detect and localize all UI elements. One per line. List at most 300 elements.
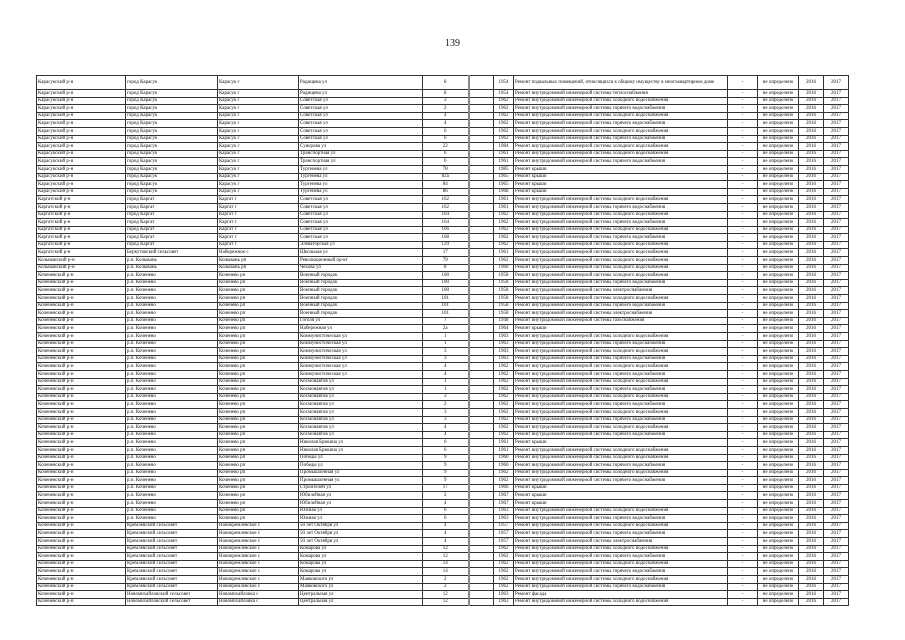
end-year-cell: 2017 xyxy=(824,477,849,485)
district-cell: Карасукский р-н xyxy=(37,105,126,113)
street-cell: Советская ул xyxy=(299,120,423,128)
house-number-cell: 1 xyxy=(423,386,469,394)
start-year-cell: 2016 xyxy=(799,295,824,303)
end-year-cell: 2017 xyxy=(824,401,849,409)
settlement-cell: город Карасук xyxy=(126,90,218,98)
build-year-cell: 1957 xyxy=(494,522,514,530)
table-row xyxy=(37,76,849,90)
start-year-cell: 2016 xyxy=(799,196,824,204)
blank-cell xyxy=(469,249,494,257)
start-year-cell: 2016 xyxy=(799,591,824,599)
end-year-cell: 2017 xyxy=(824,408,849,416)
blank-cell xyxy=(469,492,494,500)
cost-cell: - xyxy=(728,454,758,462)
settlement-cell: р.п. Коченево xyxy=(126,340,218,348)
start-year-cell: 2016 xyxy=(799,576,824,584)
status-cell: не определено xyxy=(758,302,799,310)
settlement-cell: город Карасук xyxy=(126,120,218,128)
cost-cell: - xyxy=(728,553,758,561)
street-cell: Маяковского ул xyxy=(299,583,423,591)
build-year-cell: 1962 xyxy=(494,568,514,576)
end-year-cell: 2017 xyxy=(824,241,849,249)
work-type-cell: Ремонт внутридомовой инженерной системы холодного водоснабжения xyxy=(514,507,728,515)
status-cell: не определено xyxy=(758,553,799,561)
work-type-cell: Ремонт внутридомовой инженерной системы электроснабжения xyxy=(514,538,728,546)
work-type-cell: Ремонт внутридомовой инженерной системы горячего водоснабжения xyxy=(514,355,728,363)
start-year-cell: 2016 xyxy=(799,181,824,189)
cost-cell: - xyxy=(728,363,758,371)
house-number-cell: 3 xyxy=(423,348,469,356)
locality-cell: Коченево рп xyxy=(218,424,299,432)
house-number-cell: 162 xyxy=(423,203,469,211)
street-cell: Юбилейная ул xyxy=(299,500,423,508)
cost-cell: - xyxy=(728,279,758,287)
work-type-cell: Ремонт крыши xyxy=(514,439,728,447)
status-cell: не определено xyxy=(758,241,799,249)
street-cell: Комарова ул xyxy=(299,553,423,561)
build-year-cell: 1966 xyxy=(494,484,514,492)
start-year-cell: 2016 xyxy=(799,76,824,90)
end-year-cell: 2017 xyxy=(824,507,849,515)
house-number-cell: 100 xyxy=(423,272,469,280)
status-cell: не определено xyxy=(758,545,799,553)
locality-cell: Карасук г xyxy=(218,97,299,105)
settlement-cell: Новомихайловский сельсовет xyxy=(126,598,218,606)
blank-cell xyxy=(469,477,494,485)
house-number-cell: 2 xyxy=(423,401,469,409)
locality-cell: Коченево рп xyxy=(218,340,299,348)
work-type-cell: Ремонт внутридомовой инженерной системы холодного водоснабжения xyxy=(514,196,728,204)
street-cell: Советская ул xyxy=(299,112,423,120)
blank-cell xyxy=(469,241,494,249)
settlement-cell: р.п. Коченево xyxy=(126,507,218,515)
district-cell: Каргатский р-н xyxy=(37,249,126,257)
district-cell: Коченевский р-н xyxy=(37,477,126,485)
end-year-cell: 2017 xyxy=(824,219,849,227)
status-cell: не определено xyxy=(758,211,799,219)
cost-cell: - xyxy=(728,333,758,341)
end-year-cell: 2017 xyxy=(824,76,849,90)
street-cell: Радищева ул xyxy=(299,76,423,90)
cost-cell: - xyxy=(728,591,758,599)
street-cell: Николая Брюшна ул xyxy=(299,446,423,454)
end-year-cell: 2017 xyxy=(824,530,849,538)
status-cell: не определено xyxy=(758,560,799,568)
house-number-cell: 6 xyxy=(423,127,469,135)
end-year-cell: 2017 xyxy=(824,295,849,303)
cost-cell: - xyxy=(728,211,758,219)
end-year-cell: 2017 xyxy=(824,302,849,310)
build-year-cell: 1962 xyxy=(494,112,514,120)
blank-cell xyxy=(469,401,494,409)
build-year-cell: 1963 xyxy=(494,348,514,356)
table-row xyxy=(37,325,849,333)
end-year-cell: 2017 xyxy=(824,538,849,546)
locality-cell: Каргат г xyxy=(218,203,299,211)
status-cell: не определено xyxy=(758,401,799,409)
build-year-cell: 1957 xyxy=(494,538,514,546)
district-cell: Коченевский р-н xyxy=(37,370,126,378)
start-year-cell: 2016 xyxy=(799,348,824,356)
locality-cell: Коченево рп xyxy=(218,272,299,280)
status-cell: не определено xyxy=(758,393,799,401)
settlement-cell: р.п. Коченево xyxy=(126,386,218,394)
locality-cell: Новокремлевское с xyxy=(218,553,299,561)
street-cell: Транспортная ул xyxy=(299,150,423,158)
end-year-cell: 2017 xyxy=(824,576,849,584)
end-year-cell: 2017 xyxy=(824,416,849,424)
district-cell: Коченевский р-н xyxy=(37,424,126,432)
locality-cell: Коченево рп xyxy=(218,317,299,325)
table-row xyxy=(37,165,849,173)
settlement-cell: р.п. Коченево xyxy=(126,462,218,470)
start-year-cell: 2016 xyxy=(799,317,824,325)
settlement-cell: Кремлевский сельсовет xyxy=(126,553,218,561)
status-cell: не определено xyxy=(758,408,799,416)
street-cell: Военный городок xyxy=(299,310,423,318)
cost-cell: - xyxy=(728,492,758,500)
end-year-cell: 2017 xyxy=(824,264,849,272)
settlement-cell: Кремлевский сельсовет xyxy=(126,583,218,591)
cost-cell: - xyxy=(728,500,758,508)
street-cell: Промышленная ул xyxy=(299,469,423,477)
district-cell: Карасукский р-н xyxy=(37,127,126,135)
district-cell: Коченевский р-н xyxy=(37,446,126,454)
blank-cell xyxy=(469,560,494,568)
settlement-cell: р.п. Коченево xyxy=(126,325,218,333)
build-year-cell: 1960 xyxy=(494,264,514,272)
status-cell: не определено xyxy=(758,112,799,120)
work-type-cell: Ремонт внутридомовой инженерной системы горячего водоснабжения xyxy=(514,203,728,211)
house-number-cell: 6 xyxy=(423,135,469,143)
locality-cell: Коченево рп xyxy=(218,279,299,287)
settlement-cell: р.п. Коченево xyxy=(126,492,218,500)
cost-cell: - xyxy=(728,287,758,295)
house-number-cell: 100 xyxy=(423,287,469,295)
house-number-cell: 4 xyxy=(423,363,469,371)
street-cell: Николая Брюшна ул xyxy=(299,439,423,447)
district-cell: Каргатский р-н xyxy=(37,241,126,249)
street-cell: Гоголя ул xyxy=(299,317,423,325)
house-number-cell: 12 xyxy=(423,598,469,606)
house-number-cell: 9 xyxy=(423,477,469,485)
status-cell: не определено xyxy=(758,135,799,143)
start-year-cell: 2016 xyxy=(799,386,824,394)
end-year-cell: 2017 xyxy=(824,249,849,257)
end-year-cell: 2017 xyxy=(824,120,849,128)
end-year-cell: 2017 xyxy=(824,317,849,325)
end-year-cell: 2017 xyxy=(824,424,849,432)
house-number-cell: 4 xyxy=(423,112,469,120)
table-row xyxy=(37,295,849,303)
district-cell: Карасукский р-н xyxy=(37,181,126,189)
start-year-cell: 2016 xyxy=(799,462,824,470)
work-type-cell: Ремонт внутридомовой инженерной системы электроснабжения xyxy=(514,287,728,295)
blank-cell xyxy=(469,446,494,454)
table-row xyxy=(37,522,849,530)
street-cell: Комарова ул xyxy=(299,568,423,576)
build-year-cell: 1958 xyxy=(494,302,514,310)
locality-cell: Новокремлевское с xyxy=(218,560,299,568)
table-row xyxy=(37,340,849,348)
build-year-cell: 1954 xyxy=(494,90,514,98)
blank-cell xyxy=(469,439,494,447)
street-cell: Победы ул xyxy=(299,454,423,462)
cost-cell: - xyxy=(728,143,758,151)
status-cell: не определено xyxy=(758,143,799,151)
table-body xyxy=(37,76,849,606)
locality-cell: Коченево рп xyxy=(218,393,299,401)
house-number-cell: 168 xyxy=(423,234,469,242)
build-year-cell: 1963 xyxy=(494,598,514,606)
work-type-cell: Ремонт внутридомовой инженерной системы холодного водоснабжения xyxy=(514,241,728,249)
street-cell: Советская ул xyxy=(299,105,423,113)
status-cell: не определено xyxy=(758,181,799,189)
start-year-cell: 2016 xyxy=(799,378,824,386)
build-year-cell: 1965 xyxy=(494,173,514,181)
build-year-cell: 1962 xyxy=(494,97,514,105)
cost-cell: - xyxy=(728,196,758,204)
table-row xyxy=(37,241,849,249)
cost-cell: - xyxy=(728,545,758,553)
work-type-cell: Ремонт подвальных помещений, относящихся к общему имуществу в многоквартирном доме xyxy=(514,76,728,90)
build-year-cell: 1963 xyxy=(494,333,514,341)
district-cell: Коченевский р-н xyxy=(37,333,126,341)
start-year-cell: 2016 xyxy=(799,219,824,227)
house-number-cell: 9 xyxy=(423,454,469,462)
table-row xyxy=(37,112,849,120)
table-row xyxy=(37,439,849,447)
start-year-cell: 2016 xyxy=(799,393,824,401)
house-number-cell: 8 xyxy=(423,90,469,98)
locality-cell: Коченево рп xyxy=(218,507,299,515)
end-year-cell: 2017 xyxy=(824,553,849,561)
district-cell: Коченевский р-н xyxy=(37,355,126,363)
work-type-cell: Ремонт внутридомовой инженерной системы электроснабжения xyxy=(514,310,728,318)
table-row xyxy=(37,462,849,470)
settlement-cell: р.п. Коченево xyxy=(126,279,218,287)
house-number-cell: 1 xyxy=(423,340,469,348)
start-year-cell: 2016 xyxy=(799,492,824,500)
district-cell: Каргатский р-н xyxy=(37,211,126,219)
build-year-cell: 1961 xyxy=(494,439,514,447)
locality-cell: Каргат г xyxy=(218,226,299,234)
end-year-cell: 2017 xyxy=(824,484,849,492)
house-number-cell: 162 xyxy=(423,196,469,204)
work-type-cell: Ремонт фасада xyxy=(514,591,728,599)
end-year-cell: 2017 xyxy=(824,97,849,105)
blank-cell xyxy=(469,120,494,128)
cost-cell: - xyxy=(728,234,758,242)
house-number-cell: 2 xyxy=(423,97,469,105)
start-year-cell: 2016 xyxy=(799,211,824,219)
table-row xyxy=(37,553,849,561)
street-cell: Тургенева ул xyxy=(299,165,423,173)
locality-cell: Каргат г xyxy=(218,211,299,219)
blank-cell xyxy=(469,515,494,523)
house-number-cell: 4 xyxy=(423,500,469,508)
cost-cell: - xyxy=(728,165,758,173)
settlement-cell: Кремлевский сельсовет xyxy=(126,538,218,546)
settlement-cell: город Карасук xyxy=(126,173,218,181)
house-number-cell: 100 xyxy=(423,279,469,287)
build-year-cell: 1962 xyxy=(494,401,514,409)
house-number-cell: 86 xyxy=(423,188,469,196)
locality-cell: Коченево рп xyxy=(218,386,299,394)
house-number-cell: 78 xyxy=(423,165,469,173)
build-year-cell: 1960 xyxy=(494,454,514,462)
district-cell: Коченевский р-н xyxy=(37,530,126,538)
start-year-cell: 2016 xyxy=(799,90,824,98)
build-year-cell: 1962 xyxy=(494,241,514,249)
end-year-cell: 2017 xyxy=(824,378,849,386)
blank-cell xyxy=(469,158,494,166)
house-number-cell: 101 xyxy=(423,302,469,310)
build-year-cell: 1967 xyxy=(494,500,514,508)
start-year-cell: 2016 xyxy=(799,583,824,591)
work-type-cell: Ремонт крыши xyxy=(514,500,728,508)
build-year-cell: 1962 xyxy=(494,576,514,584)
street-cell: Маяковского ул xyxy=(299,576,423,584)
table-row xyxy=(37,538,849,546)
work-type-cell: Ремонт внутридомовой инженерной системы горячего водоснабжения xyxy=(514,158,728,166)
locality-cell: Коченево рп xyxy=(218,408,299,416)
start-year-cell: 2016 xyxy=(799,363,824,371)
street-cell: Коммунистическая ул xyxy=(299,348,423,356)
blank-cell xyxy=(469,370,494,378)
end-year-cell: 2017 xyxy=(824,363,849,371)
street-cell: Революционный пр-кт xyxy=(299,257,423,265)
start-year-cell: 2016 xyxy=(799,173,824,181)
build-year-cell: 1962 xyxy=(494,257,514,265)
cost-cell: - xyxy=(728,538,758,546)
status-cell: не определено xyxy=(758,325,799,333)
locality-cell: Коченево рп xyxy=(218,348,299,356)
cost-cell: - xyxy=(728,310,758,318)
status-cell: не определено xyxy=(758,287,799,295)
blank-cell xyxy=(469,348,494,356)
settlement-cell: р.п. Коченево xyxy=(126,424,218,432)
start-year-cell: 2016 xyxy=(799,105,824,113)
house-number-cell: 1 xyxy=(423,333,469,341)
status-cell: не определено xyxy=(758,530,799,538)
work-type-cell: Ремонт внутридомовой инженерной системы холодного водоснабжения xyxy=(514,454,728,462)
blank-cell xyxy=(469,135,494,143)
start-year-cell: 2016 xyxy=(799,340,824,348)
cost-cell: - xyxy=(728,408,758,416)
street-cell: Советская ул xyxy=(299,127,423,135)
work-type-cell: Ремонт крыши xyxy=(514,188,728,196)
settlement-cell: р.п. Колывань xyxy=(126,264,218,272)
work-type-cell: Ремонт крыши xyxy=(514,173,728,181)
work-type-cell: Ремонт внутридомовой инженерной системы холодного водоснабжения xyxy=(514,211,728,219)
district-cell: Коченевский р-н xyxy=(37,317,126,325)
status-cell: не определено xyxy=(758,462,799,470)
table-row xyxy=(37,355,849,363)
work-type-cell: Ремонт внутридомовой инженерной системы горячего водоснабжения xyxy=(514,401,728,409)
work-type-cell: Ремонт внутридомовой инженерной системы холодного водоснабжения xyxy=(514,264,728,272)
status-cell: не определено xyxy=(758,348,799,356)
locality-cell: Коченево рп xyxy=(218,492,299,500)
end-year-cell: 2017 xyxy=(824,545,849,553)
table-row xyxy=(37,431,849,439)
status-cell: не определено xyxy=(758,522,799,530)
start-year-cell: 2016 xyxy=(799,598,824,606)
work-type-cell: Ремонт внутридомовой инженерной системы холодного водоснабжения xyxy=(514,272,728,280)
start-year-cell: 2016 xyxy=(799,454,824,462)
work-type-cell: Ремонт внутридомовой инженерной системы холодного водоснабжения xyxy=(514,257,728,265)
blank-cell xyxy=(469,310,494,318)
start-year-cell: 2016 xyxy=(799,150,824,158)
build-year-cell: 1958 xyxy=(494,272,514,280)
district-cell: Коченевский р-н xyxy=(37,408,126,416)
locality-cell: Каргат г xyxy=(218,196,299,204)
work-type-cell: Ремонт внутридомовой инженерной системы холодного водоснабжения xyxy=(514,150,728,158)
street-cell: Советская ул xyxy=(299,203,423,211)
end-year-cell: 2017 xyxy=(824,355,849,363)
cost-cell: - xyxy=(728,226,758,234)
table-row xyxy=(37,583,849,591)
settlement-cell: город Каргат xyxy=(126,241,218,249)
start-year-cell: 2016 xyxy=(799,477,824,485)
street-cell: Победы ул xyxy=(299,462,423,470)
house-number-cell: 17 xyxy=(423,484,469,492)
work-type-cell: Ремонт внутридомовой инженерной системы горячего водоснабжения xyxy=(514,219,728,227)
end-year-cell: 2017 xyxy=(824,150,849,158)
table-row xyxy=(37,317,849,325)
build-year-cell: 1961 xyxy=(494,249,514,257)
district-cell: Карасукский р-н xyxy=(37,165,126,173)
house-number-cell: 6 xyxy=(423,507,469,515)
house-number-cell: 12 xyxy=(423,591,469,599)
blank-cell xyxy=(469,454,494,462)
build-year-cell: 1958 xyxy=(494,287,514,295)
end-year-cell: 2017 xyxy=(824,393,849,401)
build-year-cell: 1961 xyxy=(494,150,514,158)
settlement-cell: Кремлевский сельсовет xyxy=(126,560,218,568)
work-type-cell: Ремонт внутридомовой инженерной системы холодного водоснабжения xyxy=(514,598,728,606)
street-cell: Тургенева ул xyxy=(299,173,423,181)
status-cell: не определено xyxy=(758,598,799,606)
district-cell: Коченевский р-н xyxy=(37,295,126,303)
settlement-cell: р.п. Коченево xyxy=(126,446,218,454)
work-type-cell: Ремонт внутридомовой инженерной системы холодного водоснабжения xyxy=(514,295,728,303)
start-year-cell: 2016 xyxy=(799,257,824,265)
district-cell: Коченевский р-н xyxy=(37,416,126,424)
district-cell: Коченевский р-н xyxy=(37,401,126,409)
locality-cell: Коченево рп xyxy=(218,302,299,310)
start-year-cell: 2016 xyxy=(799,545,824,553)
settlement-cell: город Карасук xyxy=(126,112,218,120)
locality-cell: Карасук г xyxy=(218,112,299,120)
start-year-cell: 2016 xyxy=(799,188,824,196)
settlement-cell: город Карасук xyxy=(126,105,218,113)
start-year-cell: 2016 xyxy=(799,416,824,424)
house-number-cell: 17 xyxy=(423,249,469,257)
status-cell: не определено xyxy=(758,500,799,508)
status-cell: не определено xyxy=(758,370,799,378)
cost-cell: - xyxy=(728,370,758,378)
table-row xyxy=(37,143,849,151)
build-year-cell: 1962 xyxy=(494,477,514,485)
start-year-cell: 2016 xyxy=(799,234,824,242)
settlement-cell: р.п. Коченево xyxy=(126,431,218,439)
work-type-cell: Ремонт внутридомовой инженерной системы горячего водоснабжения xyxy=(514,431,728,439)
blank-cell xyxy=(469,424,494,432)
cost-cell: - xyxy=(728,150,758,158)
table-row xyxy=(37,591,849,599)
build-year-cell: 1962 xyxy=(494,431,514,439)
